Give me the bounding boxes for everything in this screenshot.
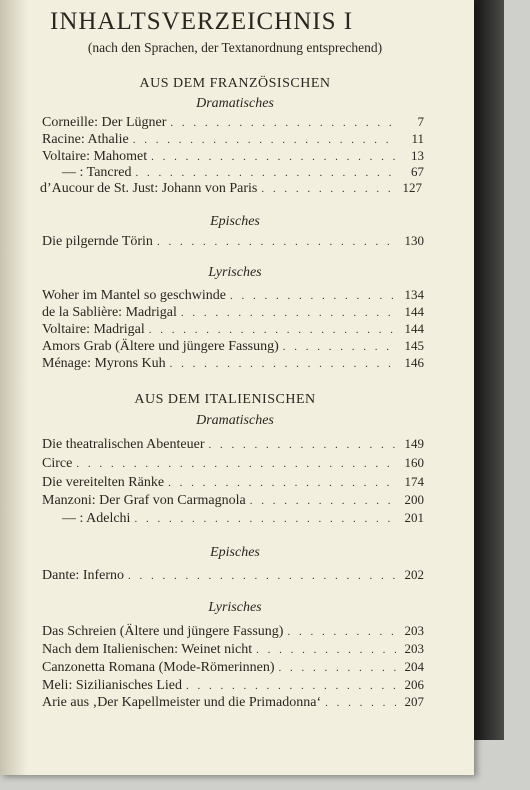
page-gutter-shadow	[0, 0, 28, 775]
entry-title: — : Adelchi	[62, 511, 131, 526]
entry-page: 134	[404, 287, 424, 302]
entry-page: 174	[404, 474, 424, 489]
entry-title: Corneille: Der Lügner	[42, 115, 167, 130]
toc-entry	[42, 233, 424, 251]
genre-heading: Episches	[210, 545, 260, 560]
toc-entry	[42, 641, 424, 659]
leader-dots	[149, 324, 396, 336]
leader-dots	[168, 477, 396, 489]
leader-dots	[128, 570, 396, 582]
genre-heading: Episches	[210, 214, 260, 229]
entry-title: Manzoni: Der Graf von Carmagnola	[42, 493, 246, 508]
entry-page: 207	[404, 694, 424, 709]
leader-dots	[170, 117, 396, 129]
leader-dots	[278, 662, 396, 674]
toc-entry	[42, 304, 424, 322]
genre-heading: Lyrisches	[208, 600, 262, 615]
entry-page: 203	[404, 623, 424, 638]
page-subtitle: (nach den Sprachen, der Textanordnung entsprechend)	[87, 40, 383, 55]
leader-dots	[76, 458, 396, 470]
toc-entry	[42, 338, 424, 356]
entry-title: — : Tancred	[62, 165, 132, 180]
entry-title: d’Aucour de St. Just: Johann von Paris	[40, 181, 258, 196]
leader-dots	[261, 183, 394, 195]
entry-page: 200	[404, 492, 424, 507]
entry-page: 145	[404, 338, 424, 353]
leader-dots	[186, 680, 396, 692]
entry-page: 160	[404, 455, 424, 470]
entry-page: 204	[404, 659, 424, 674]
entry-title: Woher im Mantel so geschwinde	[42, 288, 226, 303]
toc-entry	[42, 455, 424, 473]
entry-page: 13	[411, 148, 424, 163]
entry-title: Die vereitelten Ränke	[42, 475, 165, 490]
toc-entry	[42, 436, 424, 454]
toc-entry	[42, 287, 424, 305]
leader-dots	[136, 167, 396, 179]
toc-entry	[42, 321, 424, 339]
entry-title: Voltaire: Madrigal	[42, 322, 145, 337]
entry-page: 11	[411, 131, 424, 146]
entry-title: Canzonetta Romana (Mode-Römerinnen)	[42, 660, 275, 675]
entry-title: Voltaire: Mahomet	[42, 149, 148, 164]
entry-title: Das Schreien (Ältere und jüngere Fassung)	[42, 624, 284, 639]
entry-title: Dante: Inferno	[42, 568, 125, 583]
toc-entry	[42, 677, 424, 695]
toc-entry	[42, 659, 424, 677]
entry-title: Amors Grab (Ältere und jüngere Fassung)	[42, 339, 279, 354]
toc-entry	[40, 180, 422, 198]
leader-dots	[181, 307, 396, 319]
entry-title: Die theatralischen Abenteuer	[42, 437, 205, 452]
genre-heading: Dramatisches	[196, 96, 274, 111]
entry-page: 130	[404, 233, 424, 248]
toc-entry	[42, 492, 424, 510]
entry-page: 127	[402, 180, 422, 195]
entry-page: 202	[404, 567, 424, 582]
toc-entry	[42, 474, 424, 492]
leader-dots	[157, 236, 396, 248]
leader-dots	[283, 341, 396, 353]
genre-heading: Dramatisches	[196, 413, 274, 428]
entry-page: 206	[404, 677, 424, 692]
entry-page: 144	[404, 321, 424, 336]
leader-dots	[325, 697, 396, 709]
toc-entry	[42, 567, 424, 585]
entry-page: 7	[417, 114, 424, 129]
toc-entry	[42, 114, 424, 132]
entry-title: Die pilgernde Törin	[42, 234, 153, 249]
entry-page: 144	[404, 304, 424, 319]
leader-dots	[230, 290, 396, 302]
entry-page: 201	[404, 510, 424, 525]
toc-entry	[42, 694, 424, 712]
section-title-french: AUS DEM FRANZÖSISCHEN	[139, 76, 331, 91]
leader-dots	[250, 495, 396, 507]
entry-page: 149	[404, 436, 424, 451]
leader-dots	[151, 151, 396, 163]
leader-dots	[134, 513, 396, 525]
entry-title: Arie aus ‚Der Kapellmeister und die Primadonna‘	[42, 695, 322, 710]
entry-page: 146	[404, 355, 424, 370]
entry-page: 203	[404, 641, 424, 656]
toc-entry	[42, 355, 424, 373]
entry-title: Racine: Athalie	[42, 132, 129, 147]
leader-dots	[133, 134, 396, 146]
entry-title: Meli: Sizilianisches Lied	[42, 678, 182, 693]
page-title: INHALTSVERZEICHNIS I	[50, 8, 354, 35]
toc-entry	[42, 510, 424, 528]
toc-entry	[42, 623, 424, 641]
leader-dots	[287, 626, 396, 638]
toc-entry	[42, 131, 424, 149]
entry-title: Nach dem Italienischen: Weinet nicht	[42, 642, 253, 657]
leader-dots	[256, 644, 396, 656]
section-title-italian: AUS DEM ITALIENISCHEN	[134, 392, 316, 407]
entry-title: de la Sablière: Madrigal	[42, 305, 177, 320]
entry-title: Ménage: Myrons Kuh	[42, 356, 166, 371]
leader-dots	[170, 358, 396, 370]
entry-page: 67	[411, 164, 424, 179]
entry-title: Circe	[42, 456, 73, 471]
genre-heading: Lyrisches	[208, 265, 262, 280]
leader-dots	[208, 439, 396, 451]
